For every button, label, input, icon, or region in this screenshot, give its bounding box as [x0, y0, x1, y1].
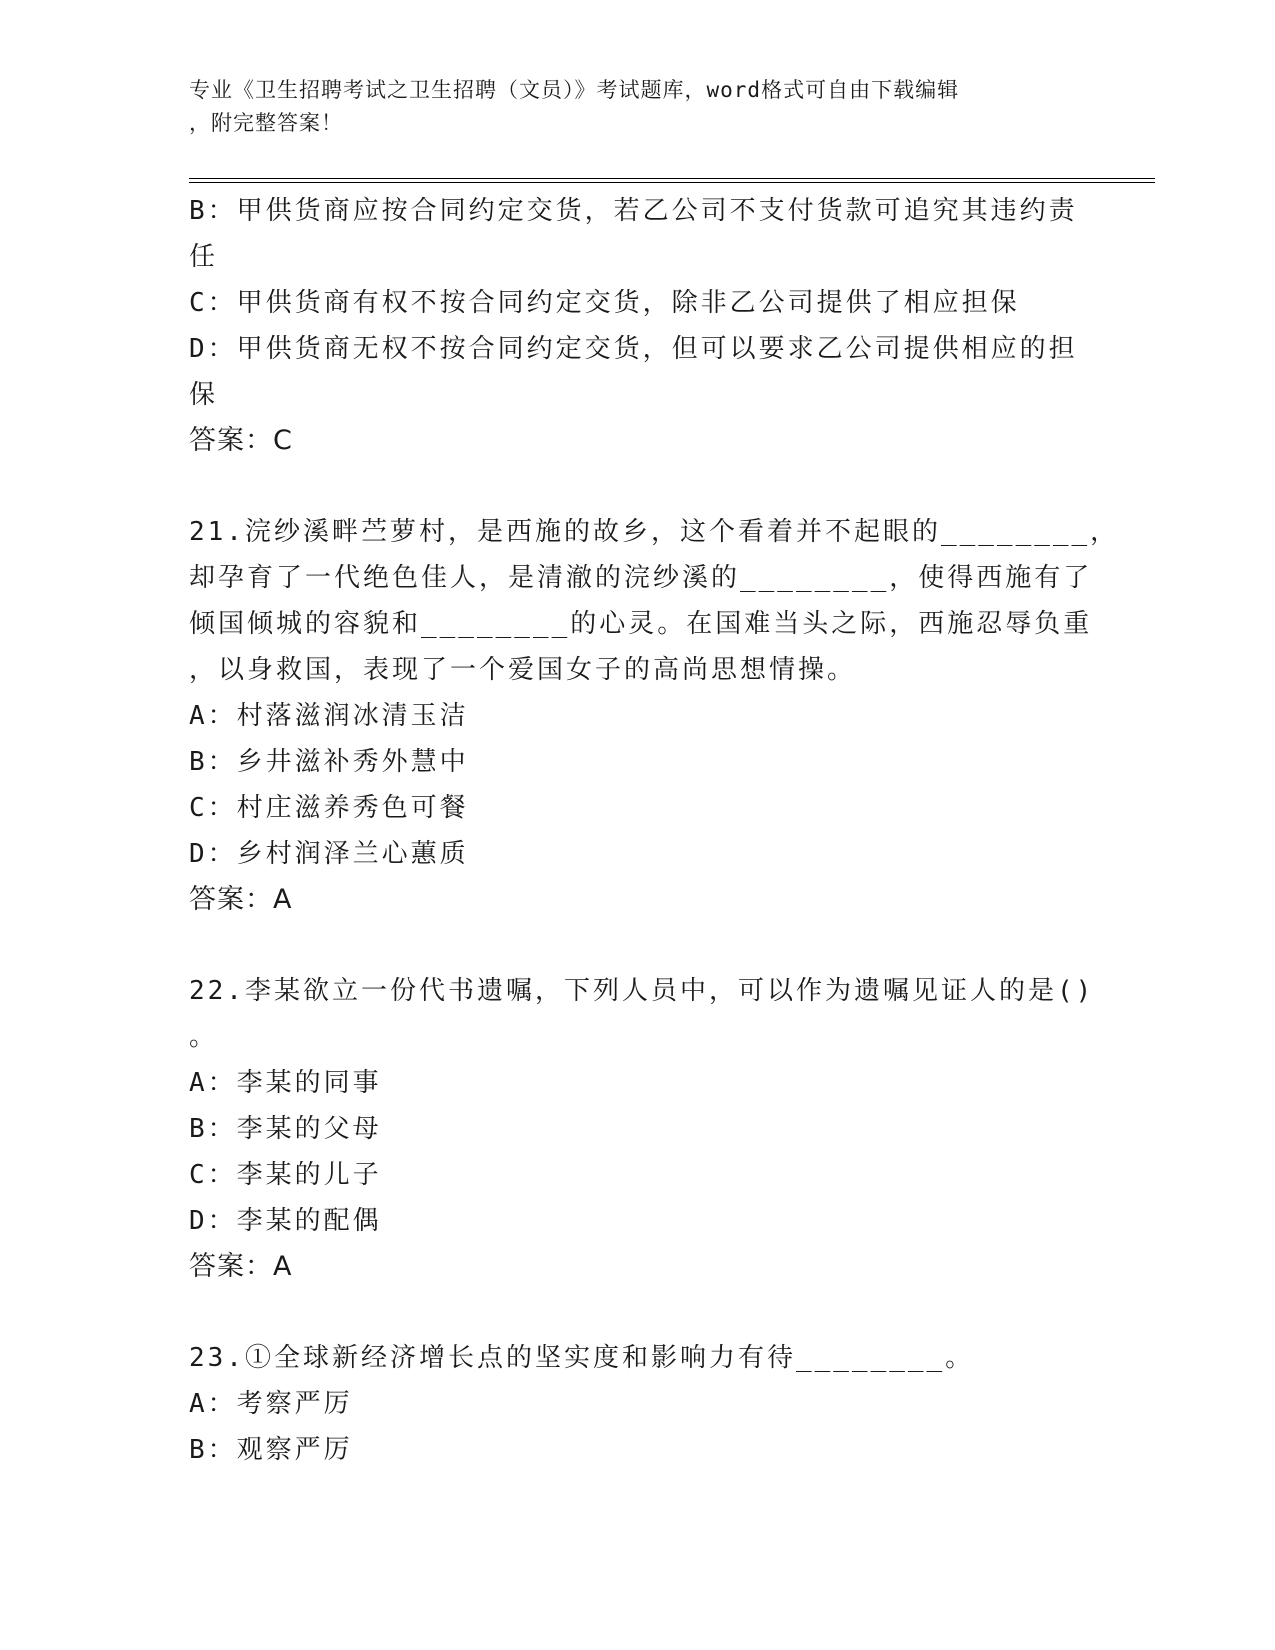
q20-option-d-line-2: 保	[189, 380, 219, 410]
q22-option-b: B：李某的父母	[189, 1114, 382, 1144]
q22-stem-line-2: 。	[189, 1022, 219, 1052]
q21-option-a: A：村落滋润冰清玉洁	[189, 701, 469, 731]
document-header	[189, 74, 1069, 140]
q21-answer: 答案：A	[189, 884, 293, 915]
q20-option-d-line-1: D：甲供货商无权不按合同约定交货，但可以要求乙公司提供相应的担	[189, 334, 1078, 364]
q22-option-c: C：李某的儿子	[189, 1160, 382, 1190]
q23-option-a: A：考察严厉	[189, 1389, 353, 1419]
q20-option-c: C：甲供货商有权不按合同约定交货，除非乙公司提供了相应担保	[189, 288, 1020, 318]
q20-option-b-line-2: 任	[189, 242, 219, 272]
q22-stem-line-1: 22.李某欲立一份代书遗嘱，下列人员中，可以作为遗嘱见证人的是()	[189, 976, 1095, 1006]
header-line-1: 专业《卫生招聘考试之卫生招聘（文员）》考试题库，word格式可自由下载编辑	[189, 78, 960, 102]
q23-stem-line-1: 23.①全球新经济增长点的坚实度和影响力有待________。	[189, 1343, 975, 1373]
q21-option-d: D：乡村润泽兰心蕙质	[189, 839, 469, 869]
question-23	[189, 1335, 1089, 1473]
q21-stem-line-3: 倾国倾城的容貌和________的心灵。在国难当头之际，西施忍辱负重	[189, 609, 1093, 639]
header-rule-bottom	[189, 182, 1155, 183]
q21-stem-line-4: ，以身救国，表现了一个爱国女子的高尚思想情操。	[189, 655, 857, 685]
q20-answer: 答案：C	[189, 425, 293, 456]
question-21	[189, 509, 1120, 923]
header-rule-top	[189, 178, 1155, 179]
q22-answer: 答案：A	[189, 1251, 293, 1282]
question-22	[189, 968, 1095, 1290]
q22-option-d: D：李某的配偶	[189, 1206, 382, 1236]
q20-option-b-line-1: B：甲供货商应按合同约定交货，若乙公司不支付货款可追究其违约责	[189, 196, 1078, 226]
q23-option-b: B：观察严厉	[189, 1435, 353, 1465]
q21-option-b: B：乡井滋补秀外慧中	[189, 747, 469, 777]
question-20	[189, 188, 1089, 464]
q21-option-c: C：村庄滋养秀色可餐	[189, 793, 469, 823]
q21-stem-line-2: 却孕育了一代绝色佳人，是清澈的浣纱溪的________，使得西施有了	[189, 563, 1093, 593]
q21-stem-line-1: 21.浣纱溪畔苎萝村，是西施的故乡，这个看着并不起眼的________，	[189, 517, 1120, 547]
question-content	[189, 188, 1120, 1473]
q22-option-a: A：李某的同事	[189, 1068, 382, 1098]
header-line-2: ，附完整答案！	[189, 111, 343, 135]
